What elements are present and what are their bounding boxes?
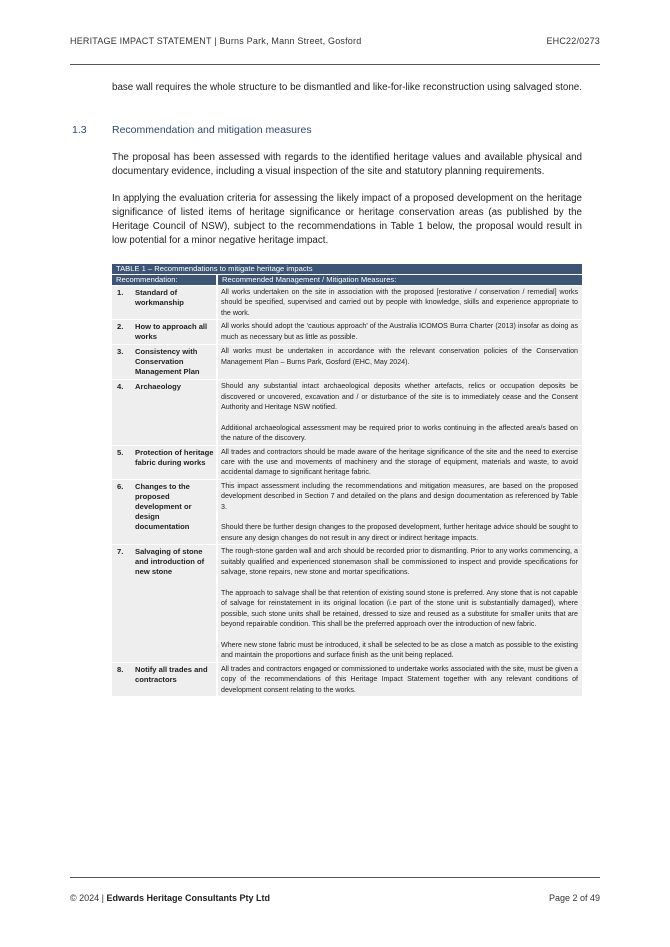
measures-cell — [218, 446, 582, 479]
recommendation-number: 7. — [117, 547, 124, 557]
measure-paragraph: The rough-stone garden wall and arch should be recorded prior to dismantling. Prior to any works commencing, a suitably qualified and experienced stonemason shall be commissioned to inspect and provide specifications for salvage, stone repairs, new stone and mortar specifications. — [221, 547, 578, 577]
measure-paragraph: All trades and contractors engaged or commissioned to undertake works associated with the site, must be given a copy of the recommendations of this Heritage Impact Statement together with any relevant conditions of development consent relating to the works. — [221, 664, 578, 694]
table-row — [112, 663, 582, 696]
body-paragraph-1: The proposal has been assessed with regards to the identified heritage values and available physical and documentary evidence, including a visual inspection of the site and statutory planning requirements. — [112, 152, 582, 177]
measure-paragraph: Should any substantial intact archaeological deposits whether artefacts, relics or occupation deposits be discovered or uncovered, excavation and / or disturbance of the site is to immediately cease and the Consent Authority and Heritage NSW notified. — [221, 382, 578, 412]
copyright-text: © 2024 | — [70, 893, 107, 903]
footer-copyright — [70, 893, 270, 903]
measure-paragraph: The approach to salvage shall be that retention of existing sound stone is preferred. Any stone that is not capable of salvage for reinstatement in its original location (i.e part of the stone unit is substantially damaged), where possible, such stone units shall be retained, dressed to size and reused as a substitute for smaller units that are beyond repairable condition. This shall be the preferred approach over the introduction of new fabric. — [221, 588, 578, 629]
recommendation-number: 8. — [117, 664, 124, 674]
recommendation-label: Protection of heritage fabric during works — [135, 447, 214, 467]
recommendation-label: Changes to the proposed development or design documentation — [135, 481, 192, 531]
column-header-recommendation: Recommendation: — [112, 275, 216, 285]
recommendation-cell — [112, 286, 216, 319]
recommendation-label: Standard of workmanship — [135, 288, 184, 307]
measure-paragraph: All trades and contractors should be made aware of the heritage significance of the site and the need to exercise care with the use and movements of machinery and the storage of equipment, materials and waste, to avoid accidental damage to significant heritage fabric. — [221, 447, 578, 477]
recommendation-label: Archaeology — [135, 382, 181, 392]
recommendation-label: Notify all trades and contractors — [135, 664, 208, 684]
measures-cell — [218, 320, 582, 344]
table-body — [112, 286, 582, 696]
header-document-title: HERITAGE IMPACT STATEMENT | Burns Park, Mann Street, Gosford — [70, 36, 362, 46]
recommendation-number: 4. — [117, 382, 124, 392]
column-header-measures: Recommended Management / Mitigation Measures: — [218, 275, 582, 285]
measures-cell — [218, 286, 582, 319]
measure-paragraph: All works undertaken on the site in association with the proposed [restorative / conservation / remedial] works should be specified, supervised and carried out by people with knowledge, skills and experience appropriate to the work. — [221, 288, 578, 317]
table-row — [112, 545, 582, 661]
measures-cell — [218, 380, 582, 444]
recommendation-number: 2. — [117, 322, 124, 332]
measure-paragraph: This impact assessment including the recommendations and mitigation measures, are based on the proposed development described in Section 7 and detailed on the plans and design documentation as referenced by Table 3. — [221, 481, 578, 511]
table-row — [112, 446, 582, 479]
recommendation-number: 5. — [117, 447, 124, 457]
measure-paragraph: Additional archaeological assessment may be required prior to works continuing in the affected area/s based on the nature of the discovery. — [221, 423, 578, 443]
measures-cell — [218, 545, 582, 661]
body-paragraph-2: In applying the evaluation criteria for assessing the likely impact of a proposed development on the heritage significance of listed items of heritage significance or heritage conservation areas (as published by the Heritage Council of NSW), subject to the recommendations in Table 1 below, the proposal would result in low potential for a minor negative heritage impact. — [112, 193, 582, 246]
recommendations-table — [112, 264, 582, 696]
footer-divider — [70, 877, 600, 878]
measure-paragraph: All works should adopt the ‘cautious approach’ of the Australia ICOMOS Burra Charter (2013) insofar as doing as much as necessary but as little as possible. — [221, 322, 578, 341]
company-name: Edwards Heritage Consultants Pty Ltd — [106, 893, 271, 903]
header-reference-number: EHC22/0273 — [546, 36, 600, 46]
measure-paragraph: Where new stone fabric must be introduced, it shall be selected to be as close a match as possible to the existing and maintain the proportions and surface finish as the unit being replaced. — [221, 640, 578, 660]
measure-paragraph: Should there be further design changes to the proposed development, further heritage advice should be sought to ensure any design changes do not result in any direct or indirect heritage impacts. — [221, 523, 578, 542]
measures-cell — [218, 345, 582, 379]
table-row — [112, 480, 582, 544]
header-divider — [70, 64, 600, 65]
recommendation-cell — [112, 320, 216, 344]
measures-cell — [218, 480, 582, 544]
recommendation-cell — [112, 380, 216, 444]
page-header — [70, 36, 600, 50]
section-heading: Recommendation and mitigation measures — [112, 124, 312, 136]
page-number: Page 2 of 49 — [548, 893, 600, 903]
continued-paragraph: base wall requires the whole structure to be dismantled and like-for-like reconstruction using salvaged stone. — [112, 82, 582, 93]
recommendation-label: Salvaging of stone and introduction of new stone — [135, 547, 205, 577]
measure-paragraph: All works must be undertaken in accordance with the relevant conservation policies of the Conservation Management Plan – Burns Park, Gosford (EHC, May 2024). — [221, 347, 578, 366]
measures-cell — [218, 663, 582, 696]
table-caption: TABLE 1 – Recommendations to mitigate heritage impacts — [112, 264, 582, 274]
section-number: 1.3 — [72, 124, 87, 136]
table-row — [112, 286, 582, 319]
recommendation-number: 6. — [117, 481, 124, 491]
recommendation-label: How to approach all works — [135, 322, 208, 342]
recommendation-cell — [112, 480, 216, 544]
recommendation-cell — [112, 663, 216, 696]
recommendation-number: 1. — [117, 288, 124, 297]
recommendation-cell — [112, 446, 216, 479]
recommendation-cell — [112, 545, 216, 661]
table-header-row — [112, 275, 582, 285]
table-row — [112, 320, 582, 344]
table-row — [112, 345, 582, 379]
recommendation-label: Consistency with Conservation Management Plan — [135, 347, 200, 377]
table-row — [112, 380, 582, 444]
recommendation-number: 3. — [117, 347, 124, 357]
recommendation-cell — [112, 345, 216, 379]
